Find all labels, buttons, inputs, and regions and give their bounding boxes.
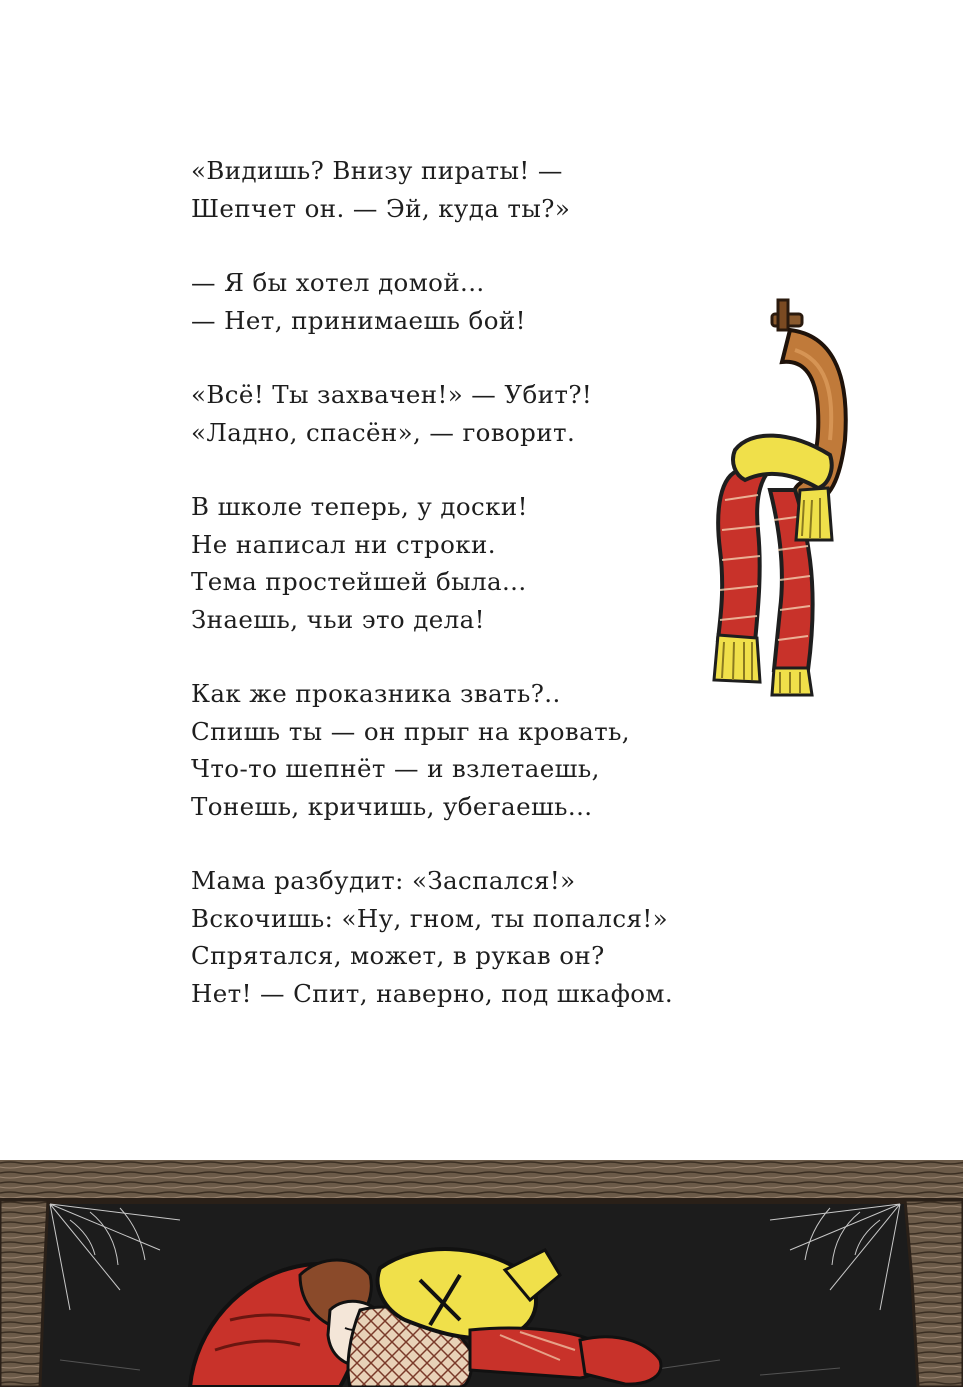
poem-line: Мама разбудит: «Заспался!» <box>191 866 576 895</box>
poem-line: Что-то шепнёт — и взлетаешь, <box>191 754 600 783</box>
poem-line: Тема простейшей была... <box>191 567 527 596</box>
stanza <box>191 488 711 638</box>
poem-line: «Всё! Ты захвачен!» — Убит?! <box>191 380 593 409</box>
poem-line: «Видишь? Внизу пираты! — <box>191 156 563 185</box>
poem-line: Как же проказника звать?.. <box>191 679 561 708</box>
poem-line: В школе теперь, у доски! <box>191 492 528 521</box>
poem-line: Шепчет он. — Эй, куда ты?» <box>191 193 571 223</box>
poem-line: Знаешь, чьи это дела! <box>191 604 485 634</box>
poem-line: Нет! — Спит, наверно, под шкафом. <box>191 978 674 1008</box>
stanza <box>191 862 711 1012</box>
poem-line: Спишь ты — он прыг на кровать, <box>191 716 630 746</box>
gnome-sleeping-under-wardrobe-illustration <box>0 1160 963 1387</box>
poem <box>191 152 711 1049</box>
poem-line: — Я бы хотел домой... <box>191 268 485 297</box>
poem-line: Вскочишь: «Ну, гном, ты попался!» <box>191 903 669 933</box>
stanza <box>191 152 711 227</box>
stanza <box>191 675 711 825</box>
poem-line: Не написал ни строки. <box>191 529 496 559</box>
stanza <box>191 376 711 451</box>
stanza <box>191 264 711 339</box>
poem-line: Тонешь, кричишь, убегаешь... <box>191 791 593 821</box>
scarf-on-hook-illustration <box>700 290 870 700</box>
poem-line: — Нет, принимаешь бой! <box>191 305 526 335</box>
poem-line: «Ладно, спасён», — говорит. <box>191 417 576 447</box>
poem-line: Спрятался, может, в рукав он? <box>191 941 605 970</box>
